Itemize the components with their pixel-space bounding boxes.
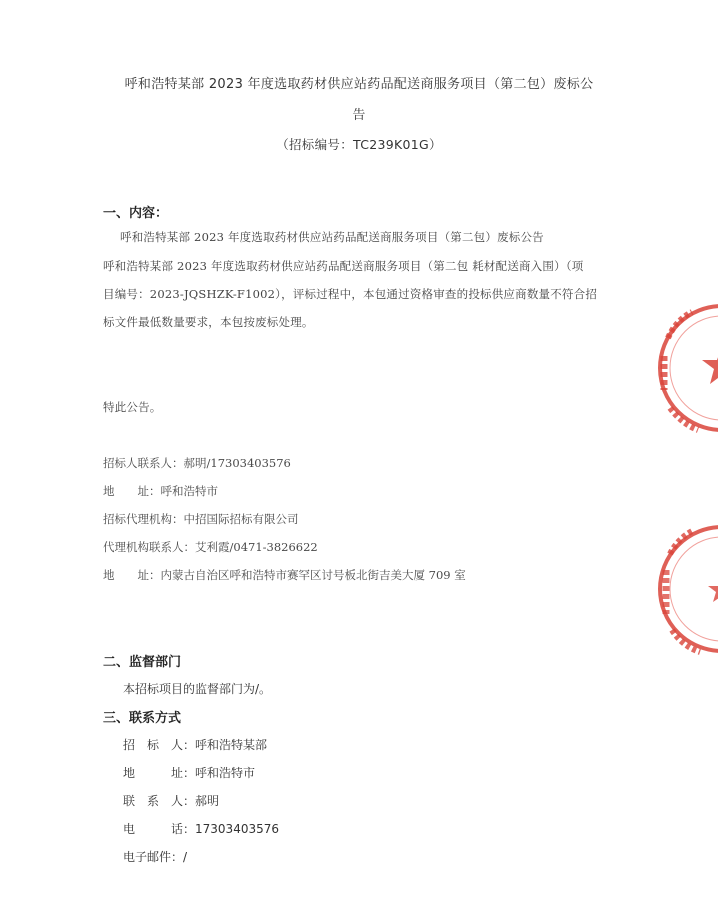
agency-row: [103, 511, 299, 527]
company-seal-top: [650, 298, 718, 438]
supervision-text: 本招标项目的监督部门为/。: [123, 682, 272, 696]
tenderer-contact-label: 招标人联系人：: [103, 456, 184, 470]
contact-value-person: 郝明: [195, 794, 220, 808]
contact-row-address: [123, 764, 255, 781]
page-title-line2: 告: [352, 108, 366, 123]
contact-row-email: [123, 848, 187, 865]
agency-label: 招标代理机构：: [103, 512, 184, 526]
address-row-2: [103, 567, 466, 583]
content-paragraph-2-line2: 目编号：2023-JQSHZK-F1002），评标过程中，本包通过资格审查的投标供应商数量不符合招: [103, 287, 598, 301]
closing-statement: 特此公告。: [103, 400, 162, 414]
section-heading-supervision: 二、监督部门: [103, 655, 182, 670]
content-paragraph-2-line3: 标文件最低数量要求，本包按废标处理。: [103, 315, 314, 329]
agency-value: 中招国际招标有限公司: [183, 512, 299, 526]
contact-label-phone: 电 话：: [123, 822, 196, 836]
contact-label-email: 电子邮件：: [123, 850, 184, 864]
agency-contact-row: [103, 539, 318, 555]
contact-value-phone: 17303403576: [195, 822, 279, 836]
contact-row-tenderer: [123, 736, 267, 753]
address-label-2: 地 址：: [103, 568, 161, 582]
contact-label-tenderer: 招 标 人：: [123, 738, 196, 752]
tenderer-contact-value: 郝明/17303403576: [183, 456, 291, 470]
agency-contact-label: 代理机构联系人：: [103, 540, 195, 554]
contact-value-tenderer: 呼和浩特某部: [195, 738, 268, 752]
content-paragraph-2-line1: 呼和浩特某部 2023 年度选取药材供应站药品配送商服务项目（第二包 耗材配送商入围）（项: [103, 259, 584, 273]
section-heading-content: 一、内容：: [103, 206, 169, 221]
contact-label-person: 联 系 人：: [123, 794, 196, 808]
company-seal-bottom: [648, 518, 718, 660]
content-paragraph-1: 呼和浩特某部 2023 年度选取药材供应站药品配送商服务项目（第二包）废标公告: [120, 230, 544, 244]
tenderer-contact-row: [103, 455, 291, 471]
contact-row-phone: [123, 820, 279, 837]
contact-value-address: 呼和浩特市: [195, 766, 256, 780]
address-label-1: 地 址：: [103, 484, 161, 498]
page-title-line1: 呼和浩特某部 2023 年度选取药材供应站药品配送商服务项目（第二包）废标公: [124, 77, 594, 92]
bid-number: （招标编号：TC239K01G）: [276, 137, 442, 152]
contact-row-person: [123, 792, 219, 809]
contact-label-address: 地 址：: [123, 766, 196, 780]
address-value-2: 内蒙古自治区呼和浩特市赛罕区讨号板北街吉美大厦 709 室: [160, 568, 466, 582]
address-row-1: [103, 483, 218, 499]
address-value-1: 呼和浩特市: [160, 484, 218, 498]
section-heading-contact: 三、联系方式: [103, 711, 182, 726]
agency-contact-value: 艾利霞/0471-3826622: [195, 540, 318, 554]
contact-value-email: /: [183, 850, 188, 864]
